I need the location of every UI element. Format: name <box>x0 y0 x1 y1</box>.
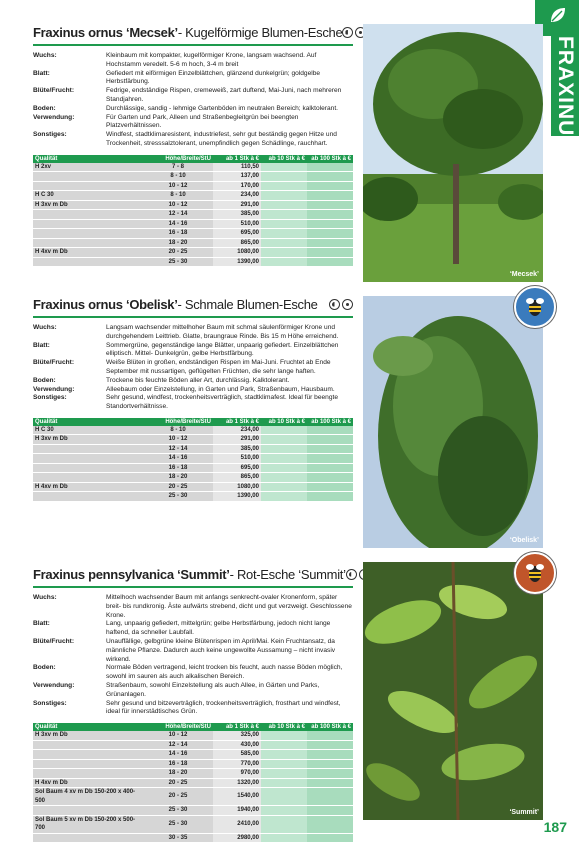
col-price-1: ab 1 Stk à € <box>213 723 261 731</box>
price-1-cell: 1080,00 <box>213 482 261 492</box>
property-row: Verwendung: Straßenbaum, sowohl Einzelstellung als auch Allee, in Gärten und Parks, Grünanlagen. <box>33 681 320 698</box>
table-row <box>33 200 353 210</box>
price-100-cell <box>307 426 353 435</box>
bee-friendly-badge <box>514 286 556 328</box>
price-1-cell: 1390,00 <box>213 492 261 502</box>
price-10-cell <box>261 257 307 267</box>
quality-cell <box>33 759 143 769</box>
leaf-icon <box>549 6 567 24</box>
price-1-cell: 234,00 <box>213 191 261 201</box>
size-cell: 14 - 16 <box>143 750 213 760</box>
property-row: Blatt: Sommergrüne, gegenständige lange Blätter, unpaarig gefiedert. Einzelblättchen elliptisch. Mittel- Dunkelgrün, gelbe Herbstfärbung. <box>33 341 339 358</box>
price-10-cell <box>261 454 307 464</box>
price-10-cell <box>261 426 307 435</box>
property-row: Blüte/Frucht: Fedrige, endständige Rispen, cremeweiß, zart duftend, Mai-Juni, nach mehreren Standjahren. <box>33 87 342 103</box>
price-1-cell: 695,00 <box>213 229 261 239</box>
price-1-cell: 1320,00 <box>213 778 261 788</box>
quality-cell <box>33 492 143 502</box>
quality-cell: Sol Baum 5 xv m Db 150-200 x 500-700 <box>33 815 143 833</box>
price-100-cell <box>307 444 353 454</box>
col-price-1: ab 1 Stk à € <box>213 155 261 163</box>
property-row: Verwendung: Alleebaum oder Einzelstellung, in Garten und Park, Straßenbaum, Hausbaum. <box>33 385 335 393</box>
bee-icon <box>523 561 547 585</box>
col-price-10: ab 10 Stk à € <box>261 723 307 731</box>
price-10-cell <box>261 492 307 502</box>
product-section-mecsek <box>33 24 353 267</box>
product-title: Fraxinus pennsylvanica ‘Summit’- Rot-Esche ‘Summit’ <box>33 566 346 582</box>
price-100-cell <box>307 473 353 483</box>
col-size: Höhe/Breite/StU <box>143 155 213 163</box>
quality-cell: H 4xv m Db <box>33 248 143 258</box>
quality-cell <box>33 463 143 473</box>
table-row <box>33 454 353 464</box>
price-10-cell <box>261 248 307 258</box>
price-100-cell <box>307 257 353 267</box>
property-row: Sonstiges: Sehr gesund und bitzeverträglich, trockenheitsverträglich, frosthart und windfest, ideal für innerstädtisches Grün. <box>33 699 341 716</box>
price-100-cell <box>307 788 353 806</box>
col-quality: Qualität <box>33 418 143 426</box>
price-100-cell <box>307 219 353 229</box>
price-table <box>33 418 353 502</box>
price-10-cell <box>261 750 307 760</box>
price-1-cell: 385,00 <box>213 210 261 220</box>
size-cell: 12 - 14 <box>143 740 213 750</box>
product-section-obelisk <box>33 296 353 502</box>
table-row <box>33 248 353 258</box>
size-cell: 7 - 8 <box>143 163 213 172</box>
table-row <box>33 172 353 182</box>
price-100-cell <box>307 833 353 843</box>
price-100-cell <box>307 248 353 258</box>
size-cell: 14 - 16 <box>143 454 213 464</box>
price-100-cell <box>307 238 353 248</box>
quality-cell: H 4xv m Db <box>33 482 143 492</box>
sun-icon <box>342 299 353 310</box>
table-row <box>33 473 353 483</box>
size-cell: 18 - 20 <box>143 238 213 248</box>
quality-cell: H C 30 <box>33 426 143 435</box>
photo-caption: ‘Mecsek’ <box>509 271 539 278</box>
price-100-cell <box>307 759 353 769</box>
price-100-cell <box>307 482 353 492</box>
property-list <box>33 52 353 149</box>
quality-cell <box>33 473 143 483</box>
price-10-cell <box>261 482 307 492</box>
table-row <box>33 788 353 806</box>
size-cell: 16 - 18 <box>143 463 213 473</box>
table-row <box>33 492 353 502</box>
price-100-cell <box>307 731 353 740</box>
col-size: Höhe/Breite/StU <box>143 418 213 426</box>
quality-cell: H 3xv m Db <box>33 435 143 445</box>
table-row <box>33 769 353 779</box>
price-100-cell <box>307 172 353 182</box>
tree-photo <box>363 24 543 282</box>
price-1-cell: 865,00 <box>213 238 261 248</box>
bee-icon <box>523 295 547 319</box>
price-1-cell: 291,00 <box>213 200 261 210</box>
genus-side-tab: FRAXINUS <box>551 36 579 136</box>
quality-cell <box>33 238 143 248</box>
property-list <box>33 594 353 717</box>
title-rule <box>33 316 353 318</box>
price-10-cell <box>261 806 307 816</box>
property-row: Blatt: Gefiedert mit eiförmigen Einzelblättchen, glänzend dunkelgrün; goldgelbe Herbstfärbung. <box>33 69 321 86</box>
table-row <box>33 740 353 750</box>
table-row <box>33 778 353 788</box>
table-row <box>33 229 353 239</box>
quality-cell <box>33 454 143 464</box>
col-size: Höhe/Breite/StU <box>143 723 213 731</box>
price-10-cell <box>261 740 307 750</box>
price-1-cell: 1390,00 <box>213 257 261 267</box>
property-row: Blüte/Frucht: Unauffällige, gelbgrüne kleine Blütenrispen im April/Mai. Kein Fruchtansatz, da männliche Pflanze. Dadurch auch keine ungewollte Aussamung – nicht invasiv wirkend. <box>33 637 336 663</box>
site-symbols <box>329 299 353 310</box>
price-100-cell <box>307 191 353 201</box>
photo-summit <box>363 562 543 820</box>
price-1-cell: 110,50 <box>213 163 261 172</box>
size-cell: 8 - 10 <box>143 172 213 182</box>
page-number: 187 <box>543 819 567 835</box>
price-1-cell: 291,00 <box>213 435 261 445</box>
size-cell: 20 - 25 <box>143 778 213 788</box>
size-cell: 18 - 20 <box>143 473 213 483</box>
size-cell: 8 - 10 <box>143 191 213 201</box>
price-table <box>33 723 353 843</box>
property-row: Boden: Durchlässige, sandig - lehmige Gartenböden im neutralen Bereich; kalktolerant. <box>33 104 339 112</box>
price-rows <box>33 731 353 843</box>
size-cell: 30 - 35 <box>143 833 213 843</box>
price-1-cell: 1940,00 <box>213 806 261 816</box>
quality-cell <box>33 219 143 229</box>
table-row <box>33 750 353 760</box>
size-cell: 12 - 14 <box>143 444 213 454</box>
property-row: Boden: Normale Böden vertragend, leicht trocken bis feucht, auch nasse Böden möglich, sowohl im sauren als auch alkalischen Bereich. <box>33 664 343 681</box>
product-title: Fraxinus ornus ‘Mecsek’- Kugelförmige Blumen-Esche <box>33 24 343 40</box>
property-list <box>33 324 353 412</box>
price-10-cell <box>261 219 307 229</box>
price-1-cell: 234,00 <box>213 426 261 435</box>
price-100-cell <box>307 815 353 833</box>
price-100-cell <box>307 200 353 210</box>
size-cell: 18 - 20 <box>143 769 213 779</box>
price-10-cell <box>261 444 307 454</box>
price-1-cell: 385,00 <box>213 444 261 454</box>
table-row <box>33 219 353 229</box>
table-row <box>33 833 353 843</box>
size-cell: 10 - 12 <box>143 435 213 445</box>
price-100-cell <box>307 778 353 788</box>
tree-photo <box>363 296 543 548</box>
price-10-cell <box>261 238 307 248</box>
price-100-cell <box>307 806 353 816</box>
price-100-cell <box>307 229 353 239</box>
price-10-cell <box>261 759 307 769</box>
photo-obelisk <box>363 296 543 548</box>
quality-cell <box>33 740 143 750</box>
table-row <box>33 731 353 740</box>
price-table <box>33 155 353 268</box>
price-10-cell <box>261 163 307 172</box>
price-1-cell: 2410,00 <box>213 815 261 833</box>
price-10-cell <box>261 731 307 740</box>
price-100-cell <box>307 435 353 445</box>
table-row <box>33 759 353 769</box>
price-1-cell: 2980,00 <box>213 833 261 843</box>
quality-cell <box>33 769 143 779</box>
price-100-cell <box>307 769 353 779</box>
table-row <box>33 806 353 816</box>
leaf-photo <box>363 562 543 820</box>
price-rows <box>33 426 353 502</box>
price-1-cell: 770,00 <box>213 759 261 769</box>
price-1-cell: 137,00 <box>213 172 261 182</box>
price-1-cell: 1080,00 <box>213 248 261 258</box>
price-100-cell <box>307 210 353 220</box>
table-row <box>33 163 353 172</box>
price-1-cell: 170,00 <box>213 181 261 191</box>
price-1-cell: 970,00 <box>213 769 261 779</box>
col-price-10: ab 10 Stk à € <box>261 418 307 426</box>
price-10-cell <box>261 815 307 833</box>
size-cell: 25 - 30 <box>143 815 213 833</box>
table-row <box>33 426 353 435</box>
product-title: Fraxinus ornus ‘Obelisk’- Schmale Blumen-Esche <box>33 296 318 312</box>
property-row: Wuchs: Mittelhoch wachsender Baum mit anfangs senkrecht-ovaler Kronenform, später breit- bis rundkronig. Äste aufwärts strebend, dicht und gut verzweigt. Geschlossene Krone. <box>33 594 352 619</box>
quality-cell <box>33 806 143 816</box>
size-cell: 14 - 16 <box>143 219 213 229</box>
quality-cell: H 2xv <box>33 163 143 172</box>
col-price-100: ab 100 Stk à € <box>307 418 353 426</box>
bee-friendly-badge <box>514 552 556 594</box>
price-1-cell: 430,00 <box>213 740 261 750</box>
size-cell: 10 - 12 <box>143 200 213 210</box>
table-row <box>33 435 353 445</box>
half-shade-icon <box>346 569 357 580</box>
price-1-cell: 585,00 <box>213 750 261 760</box>
title-rule <box>33 586 353 588</box>
col-price-100: ab 100 Stk à € <box>307 155 353 163</box>
price-1-cell: 1540,00 <box>213 788 261 806</box>
price-1-cell: 510,00 <box>213 219 261 229</box>
col-price-100: ab 100 Stk à € <box>307 723 353 731</box>
col-price-10: ab 10 Stk à € <box>261 155 307 163</box>
price-10-cell <box>261 172 307 182</box>
quality-cell <box>33 229 143 239</box>
price-10-cell <box>261 210 307 220</box>
half-shade-icon <box>329 299 340 310</box>
table-row <box>33 238 353 248</box>
quality-cell: H 4xv m Db <box>33 778 143 788</box>
property-row: Boden: Trockene bis feuchte Böden aller Art, durchlässig. Kalktolerant. <box>33 376 290 384</box>
price-100-cell <box>307 463 353 473</box>
table-row <box>33 191 353 201</box>
price-10-cell <box>261 788 307 806</box>
price-1-cell: 865,00 <box>213 473 261 483</box>
price-10-cell <box>261 181 307 191</box>
size-cell: 25 - 30 <box>143 806 213 816</box>
product-section-summit <box>33 566 353 843</box>
table-row <box>33 444 353 454</box>
col-quality: Qualität <box>33 723 143 731</box>
price-10-cell <box>261 435 307 445</box>
size-cell: 20 - 25 <box>143 248 213 258</box>
size-cell: 10 - 12 <box>143 731 213 740</box>
col-price-1: ab 1 Stk à € <box>213 418 261 426</box>
price-10-cell <box>261 229 307 239</box>
quality-cell <box>33 210 143 220</box>
quality-cell <box>33 833 143 843</box>
size-cell: 16 - 18 <box>143 229 213 239</box>
price-10-cell <box>261 463 307 473</box>
property-row: Blatt: Lang, unpaarig gefiedert, mittelgrün; gelbe Herbstfärbung, jedoch nicht lange haftend, da schneller Laubfall. <box>33 620 331 637</box>
photo-caption: ‘Obelisk’ <box>509 537 539 544</box>
photo-caption: ‘Summit’ <box>509 809 539 816</box>
price-rows <box>33 163 353 267</box>
size-cell: 25 - 30 <box>143 492 213 502</box>
property-row: Verwendung: Für Garten und Park, Alleen und Straßenbegleitgrün bei beengten Platzverhältnissen. <box>33 113 299 130</box>
price-100-cell <box>307 454 353 464</box>
title-rule <box>33 44 353 46</box>
quality-cell: H 3xv m Db <box>33 731 143 740</box>
photo-mecsek <box>363 24 543 282</box>
price-10-cell <box>261 778 307 788</box>
price-1-cell: 510,00 <box>213 454 261 464</box>
quality-cell <box>33 750 143 760</box>
price-100-cell <box>307 492 353 502</box>
price-10-cell <box>261 200 307 210</box>
size-cell: 20 - 25 <box>143 788 213 806</box>
quality-cell <box>33 257 143 267</box>
quality-cell <box>33 444 143 454</box>
price-10-cell <box>261 191 307 201</box>
property-row: Blüte/Frucht: Weiße Blüten in großen, endständigen Rispen im Mai-Juni. Fruchtet ab Ende September mit nussartigen, geflügelten Früchten, die sehr lange haften. <box>33 359 331 375</box>
price-1-cell: 325,00 <box>213 731 261 740</box>
price-10-cell <box>261 473 307 483</box>
size-cell: 8 - 10 <box>143 426 213 435</box>
half-shade-icon <box>342 27 353 38</box>
table-row <box>33 181 353 191</box>
price-1-cell: 695,00 <box>213 463 261 473</box>
size-cell: 12 - 14 <box>143 210 213 220</box>
table-row <box>33 257 353 267</box>
quality-cell: Sol Baum 4 xv m Db 150-200 x 400-500 <box>33 788 143 806</box>
price-100-cell <box>307 163 353 172</box>
price-100-cell <box>307 750 353 760</box>
price-100-cell <box>307 181 353 191</box>
col-quality: Qualität <box>33 155 143 163</box>
size-cell: 20 - 25 <box>143 482 213 492</box>
property-row: Wuchs: Kleinbaum mit kompakter, kugelförmiger Krone, langsam wachsend. Auf Hochstamm veredelt. 5-6 m hoch, 3-4 m breit <box>33 52 317 68</box>
property-row: Wuchs: Langsam wachsender mittelhoher Baum mit schmal säulenförmiger Krone und durchgehendem Leittrieb. Glatte, braungraue Rinde. Bis 15 m Höhe erreichend. <box>33 324 339 340</box>
size-cell: 10 - 12 <box>143 181 213 191</box>
property-row: Sonstiges: Windfest, stadtklimaresistent, industriefest, sehr gut beständig gegen Hitze und Trockenheit, stresssalztolerant, unempfindlich gegen Schädlinge, rauchhart. <box>33 131 337 147</box>
table-row <box>33 815 353 833</box>
quality-cell <box>33 172 143 182</box>
price-100-cell <box>307 740 353 750</box>
quality-cell <box>33 181 143 191</box>
size-cell: 16 - 18 <box>143 759 213 769</box>
quality-cell: H 3xv m Db <box>33 200 143 210</box>
price-10-cell <box>261 769 307 779</box>
size-cell: 25 - 30 <box>143 257 213 267</box>
price-10-cell <box>261 833 307 843</box>
table-row <box>33 463 353 473</box>
property-row: Sonstiges: Sehr gesund, windfest, trockenheitsverträglich, stadtklimafest. Ideal für beengte Standortverhältnisse. <box>33 394 339 411</box>
table-row <box>33 210 353 220</box>
quality-cell: H C 30 <box>33 191 143 201</box>
table-row <box>33 482 353 492</box>
